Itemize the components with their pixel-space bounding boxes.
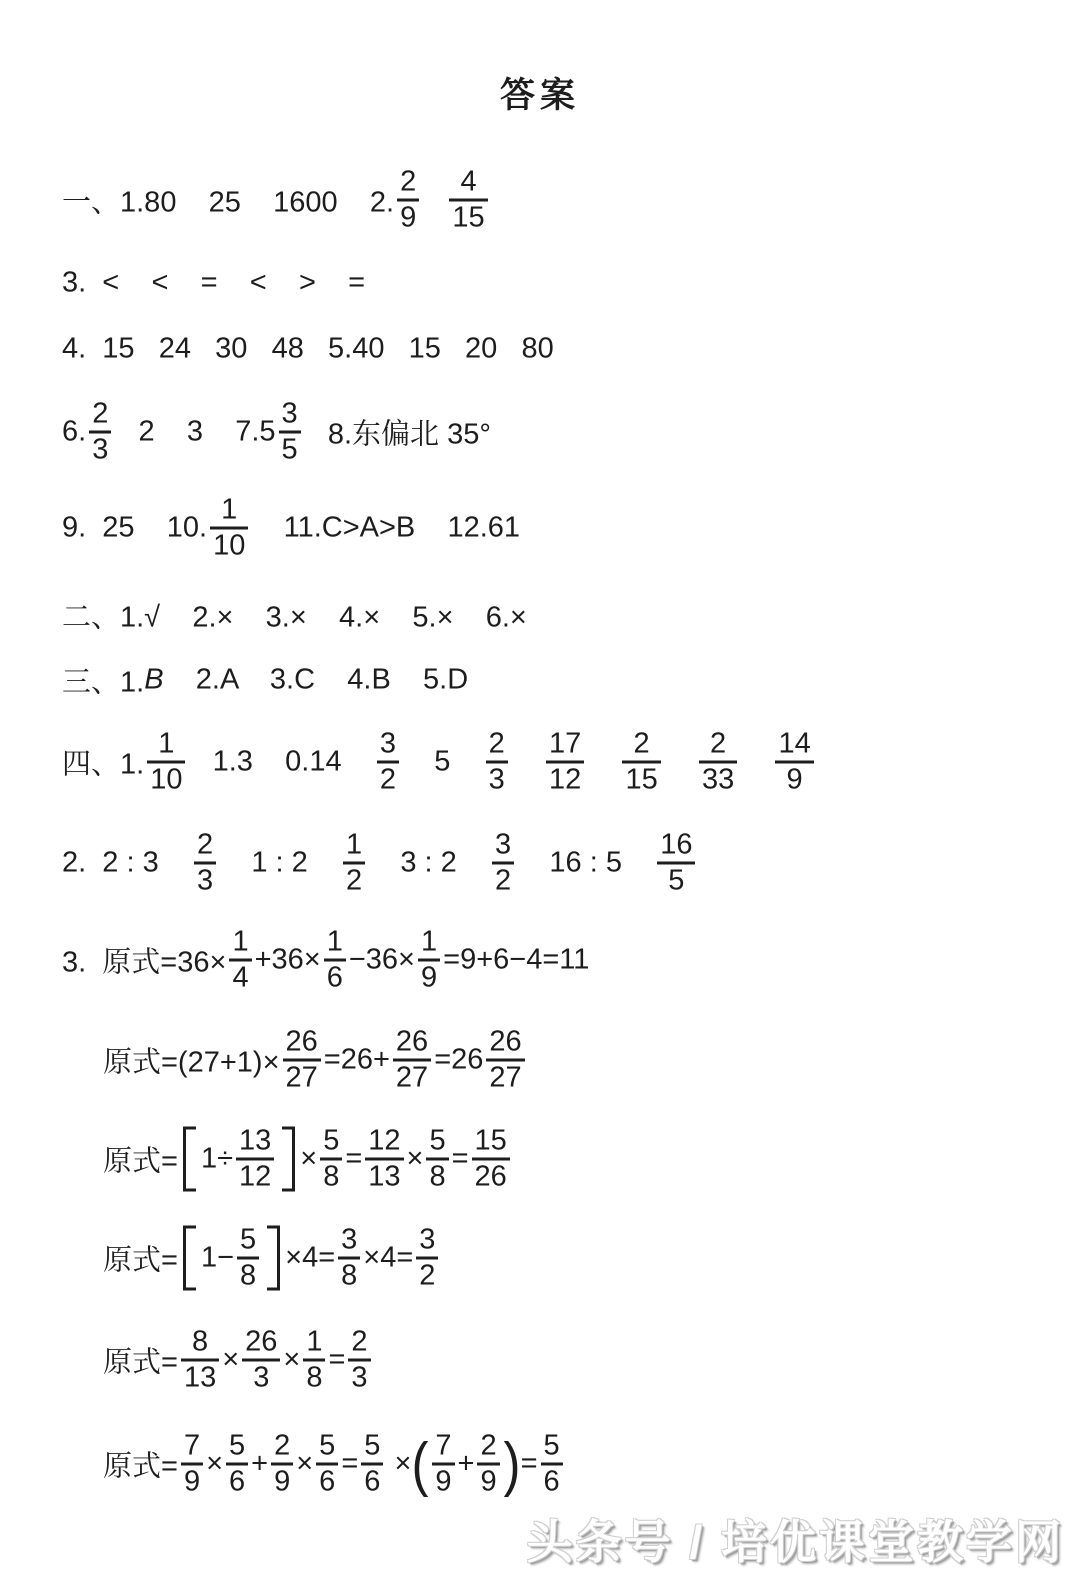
fraction	[418, 925, 440, 994]
section4-answer-2-ratios	[62, 828, 698, 897]
fraction	[283, 1025, 321, 1094]
fraction	[657, 828, 695, 897]
fraction	[229, 925, 251, 994]
section4-answer-3-eq3	[103, 1124, 513, 1193]
math-text: 2.A 3.C 4.B 5.D	[163, 663, 469, 696]
math-text: =26+	[323, 1043, 390, 1076]
section2-true-false	[62, 595, 527, 636]
fraction-denominator: 27	[395, 1061, 429, 1094]
fraction-denominator: 6	[326, 961, 343, 994]
fraction-denominator: 27	[285, 1061, 318, 1094]
fraction-denominator: 6	[229, 1465, 246, 1498]
fraction	[303, 1325, 325, 1394]
fraction-denominator: 3	[196, 864, 214, 897]
fraction-numerator: 16	[660, 828, 693, 861]
math-text: 1÷	[200, 1142, 233, 1175]
math-text: 3 : 2	[368, 846, 490, 879]
right-paren: )	[503, 1430, 521, 1497]
math-text: 9. 25 10.	[62, 511, 208, 544]
math-text: ×4=	[363, 1241, 414, 1274]
math-text: −36×	[348, 943, 415, 976]
fraction	[147, 727, 185, 796]
fraction-numerator: 3	[341, 1223, 358, 1256]
fraction-numerator: 14	[778, 727, 811, 760]
fraction-numerator: 5	[240, 1223, 257, 1256]
section4-answer-3-eq4	[103, 1223, 441, 1292]
fraction	[377, 727, 399, 796]
right-bracket	[282, 1127, 295, 1192]
fraction-numerator: 5	[429, 1124, 446, 1157]
fraction	[426, 1124, 448, 1193]
math-text	[664, 746, 696, 779]
fraction-denominator: 5	[668, 864, 685, 897]
math-text: =26	[434, 1043, 484, 1076]
fraction-numerator: 3	[419, 1223, 436, 1256]
section1-answers-1-2	[62, 165, 491, 234]
fraction-denominator: 10	[213, 529, 246, 562]
fraction-numerator: 3	[379, 727, 396, 760]
fraction-numerator: 2	[488, 727, 505, 760]
fraction	[210, 493, 248, 562]
fraction	[242, 1325, 280, 1394]
fraction-numerator: 5	[543, 1429, 560, 1462]
math-text: ×	[386, 1447, 412, 1480]
fraction-numerator: 26	[489, 1025, 522, 1058]
fraction-numerator: 1	[221, 493, 238, 526]
fraction-denominator: 8	[240, 1259, 257, 1292]
fraction-numerator: 5	[229, 1429, 246, 1462]
fraction	[226, 1429, 248, 1498]
fraction	[699, 727, 737, 796]
math-text: 8.东偏北 35°	[303, 418, 491, 451]
fraction-denominator: 9	[786, 763, 803, 796]
fraction-numerator: 5	[319, 1429, 336, 1462]
math-text: ×	[406, 1142, 424, 1175]
fraction-denominator: 3	[351, 1361, 368, 1394]
fraction-denominator: 5	[281, 433, 298, 466]
fraction-numerator: 5	[364, 1429, 381, 1462]
math-text: +	[457, 1447, 475, 1480]
section4-answer-3-eq5	[103, 1325, 374, 1394]
math-text: 原式=	[103, 1145, 178, 1178]
section1-answers-6-7-8	[62, 397, 491, 466]
fraction	[348, 1325, 370, 1394]
fraction-denominator: 4	[232, 961, 249, 994]
fraction	[622, 727, 660, 796]
math-text: 原式=	[103, 1450, 178, 1483]
fraction	[486, 727, 508, 796]
fraction-numerator: 17	[548, 727, 582, 760]
fraction-numerator: 7	[183, 1429, 201, 1462]
fraction-numerator: 1	[158, 727, 175, 760]
fraction-denominator: 13	[183, 1361, 217, 1394]
math-text: ×	[222, 1343, 240, 1376]
fraction-numerator: 26	[285, 1025, 318, 1058]
fraction	[194, 828, 216, 897]
fraction	[181, 1325, 219, 1394]
fraction	[775, 727, 813, 796]
math-text: ×	[206, 1447, 224, 1480]
section1-answer-3-comparisons	[62, 267, 365, 300]
fraction-denominator: 13	[368, 1160, 401, 1193]
fraction-denominator: 6	[364, 1465, 381, 1498]
fraction-denominator: 8	[323, 1160, 340, 1193]
fraction-denominator: 33	[701, 763, 735, 796]
section1-answers-4-5	[62, 333, 554, 366]
fraction-numerator: 2	[710, 727, 727, 760]
math-text: =	[345, 1142, 363, 1175]
fraction-denominator: 9	[400, 201, 417, 234]
fraction	[492, 828, 514, 897]
fraction-numerator: 2	[351, 1325, 368, 1358]
fraction	[324, 925, 346, 994]
section4-answer-3-eq1	[62, 925, 590, 994]
fraction-denominator: 12	[548, 763, 582, 796]
fraction-denominator: 12	[238, 1160, 272, 1193]
fraction-numerator: 13	[238, 1124, 272, 1157]
math-text: 1 : 2	[219, 846, 340, 879]
fraction-denominator: 2	[379, 763, 396, 796]
math-text: 16 : 5	[517, 846, 655, 879]
fraction	[393, 1025, 431, 1094]
math-text: 3. < < = < > =	[62, 266, 366, 299]
fraction-denominator: 9	[183, 1465, 201, 1498]
fraction	[236, 1124, 274, 1193]
left-bracket	[183, 1127, 196, 1192]
section4-answer-3-eq2	[103, 1025, 528, 1094]
math-text: =	[328, 1343, 346, 1376]
left-bracket	[183, 1226, 196, 1291]
math-text: =9+6−4=11	[443, 943, 590, 976]
math-text: 二、1.√ 2.× 3.× 4.× 5.× 6.×	[62, 601, 527, 634]
fraction	[320, 1124, 342, 1193]
left-paren: (	[411, 1430, 429, 1497]
fraction-denominator: 27	[489, 1061, 522, 1094]
fraction-numerator: 2	[633, 727, 650, 760]
fraction-numerator: 7	[435, 1429, 452, 1462]
fraction-numerator: 1	[326, 925, 343, 958]
fraction-numerator: 2	[400, 165, 417, 198]
math-text: ×4=	[285, 1241, 336, 1274]
fraction-denominator: 3	[488, 763, 505, 796]
watermark-text: 头条号 / 培优课堂教学网	[526, 1516, 1064, 1568]
math-text: 4. 15 24 30 48 5.40 15 20 80	[62, 332, 554, 365]
section4-answer-1	[62, 727, 817, 796]
fraction-denominator: 6	[319, 1465, 336, 1498]
fraction-numerator: 1	[421, 925, 438, 958]
math-text: 原式=	[103, 1244, 178, 1277]
fraction-denominator: 15	[452, 201, 485, 234]
fraction	[397, 165, 419, 234]
fraction	[89, 397, 111, 466]
fraction-numerator: 1	[232, 925, 249, 958]
fraction-denominator: 9	[435, 1465, 452, 1498]
fraction-numerator: 15	[474, 1124, 507, 1157]
fraction	[237, 1223, 259, 1292]
math-text: 四、1.	[62, 748, 145, 781]
fraction	[432, 1429, 454, 1498]
fraction-denominator: 15	[625, 763, 658, 796]
fraction-numerator: 3	[281, 397, 298, 430]
fraction-denominator: 8	[341, 1259, 358, 1292]
section1-answers-9-12	[62, 493, 521, 562]
math-text: 1.3 0.14	[188, 745, 374, 778]
fraction	[541, 1429, 563, 1498]
fraction-denominator: 2	[346, 864, 363, 897]
math-text: ×	[296, 1447, 314, 1480]
math-text: ×	[300, 1142, 318, 1175]
fraction-denominator: 9	[274, 1465, 291, 1498]
fraction-numerator: 2	[196, 828, 214, 861]
math-text: +36×	[254, 943, 321, 976]
math-text-italic: B	[144, 663, 164, 696]
fraction-numerator: 2	[92, 397, 109, 430]
fraction-denominator: 8	[429, 1160, 446, 1193]
math-text: 6.	[62, 415, 87, 448]
fraction	[416, 1223, 438, 1292]
section3-multiple-choice	[62, 660, 468, 701]
fraction	[181, 1429, 203, 1498]
right-bracket	[267, 1226, 280, 1291]
fraction	[486, 1025, 524, 1094]
math-text: 5	[401, 745, 483, 778]
fraction-numerator: 1	[346, 828, 363, 861]
fraction-denominator: 8	[306, 1361, 323, 1394]
fraction-denominator: 10	[150, 763, 183, 796]
math-text: 11.C>A>B 12.61	[251, 511, 521, 544]
fraction	[361, 1429, 383, 1498]
fraction-numerator: 8	[192, 1325, 209, 1358]
fraction	[338, 1223, 360, 1292]
math-text	[511, 746, 543, 779]
fraction-denominator: 6	[543, 1465, 560, 1498]
fraction	[316, 1429, 338, 1498]
math-text: 原式=	[103, 1346, 178, 1379]
fraction-denominator: 2	[419, 1259, 436, 1292]
math-text	[422, 184, 446, 217]
math-text	[587, 746, 619, 779]
fraction-denominator: 26	[474, 1160, 507, 1193]
fraction-numerator: 26	[245, 1325, 278, 1358]
fraction-numerator: 2	[480, 1429, 497, 1462]
page-title: 答案	[499, 76, 580, 115]
math-text: 原式=(27+1)×	[103, 1046, 280, 1079]
fraction-numerator: 12	[368, 1124, 401, 1157]
math-text: ×	[283, 1343, 301, 1376]
fraction-denominator: 3	[92, 433, 109, 466]
fraction-numerator: 3	[495, 828, 512, 861]
math-text: 3. 原式=36×	[62, 946, 227, 979]
math-text	[740, 746, 772, 779]
fraction-numerator: 26	[395, 1025, 429, 1058]
math-text: 一、1.80 25 1600 2.	[62, 186, 395, 219]
math-text: =	[520, 1447, 538, 1480]
fraction	[271, 1429, 293, 1498]
fraction-denominator: 9	[480, 1465, 497, 1498]
math-text: 三、1.	[62, 666, 145, 699]
fraction-numerator: 1	[306, 1325, 323, 1358]
fraction-denominator: 3	[253, 1361, 270, 1394]
fraction-denominator: 2	[495, 864, 512, 897]
fraction-numerator: 2	[274, 1429, 291, 1462]
fraction	[365, 1124, 403, 1193]
fraction	[449, 165, 487, 234]
fraction-numerator: 4	[460, 165, 477, 198]
math-text: =	[451, 1142, 469, 1175]
fraction	[472, 1124, 510, 1193]
fraction-numerator: 5	[323, 1124, 340, 1157]
math-text: 2 3 7.5	[114, 415, 276, 448]
fraction	[546, 727, 584, 796]
section4-answer-3-eq6	[103, 1429, 566, 1498]
fraction	[279, 397, 301, 466]
math-text: 1−	[200, 1241, 235, 1274]
math-text: 2. 2 : 3	[62, 846, 191, 879]
fraction	[477, 1429, 499, 1498]
fraction-denominator: 9	[421, 961, 438, 994]
math-text: =	[341, 1447, 359, 1480]
math-text: +	[251, 1447, 269, 1480]
fraction	[343, 828, 365, 897]
